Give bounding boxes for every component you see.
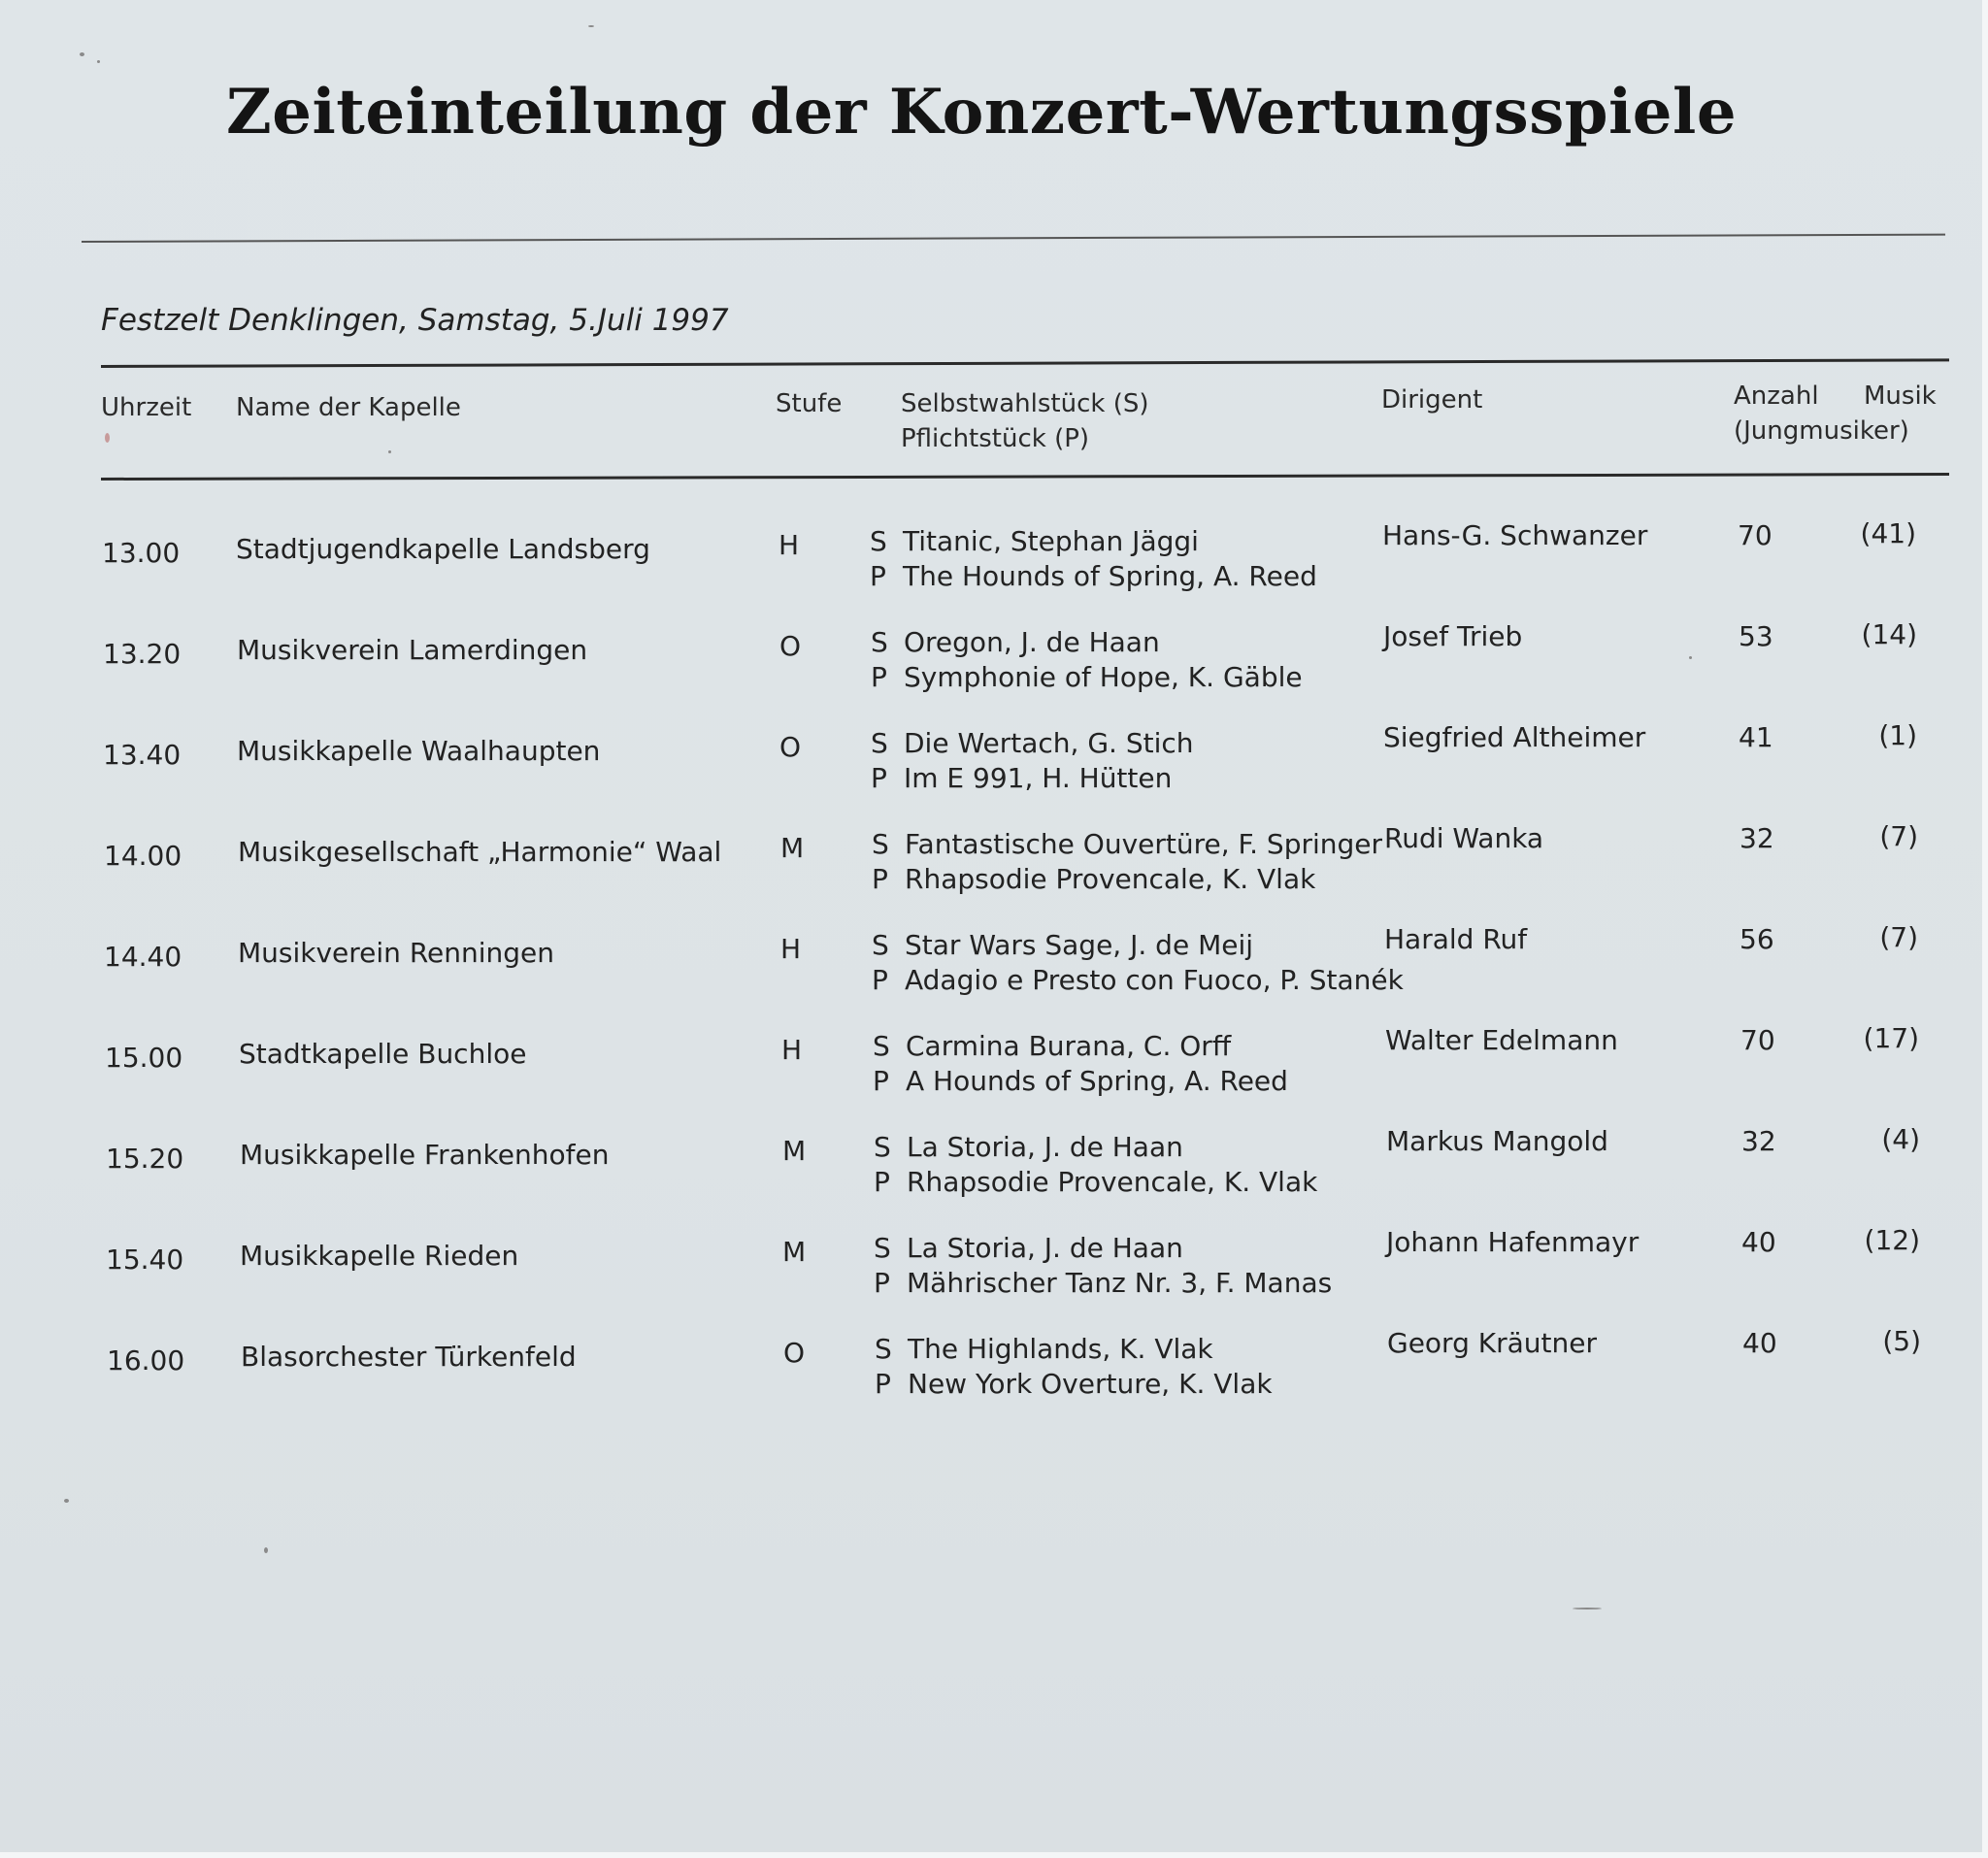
table-row	[0, 1322, 1988, 1423]
row-band-name: Musikgesellschaft „Harmonie“ Waal	[238, 836, 722, 868]
row-piece-mandatory	[872, 963, 1404, 998]
row-piece-selfchosen	[870, 524, 1317, 559]
row-level: O	[779, 630, 802, 662]
table-row	[0, 817, 1988, 918]
scan-speck	[388, 450, 391, 453]
piece-title-s: Carmina Burana, C. Orff	[906, 1030, 1232, 1062]
piece-tag-p: P	[873, 1065, 889, 1097]
piece-title-s: La Storia, J. de Haan	[907, 1232, 1183, 1264]
row-conductor: Rudi Wanka	[1384, 822, 1544, 854]
piece-title-s: Titanic, Stephan Jäggi	[903, 525, 1199, 557]
row-piece-mandatory	[874, 1165, 1317, 1200]
document-title: Zeiteinteilung der Konzert-Wertungsspiele	[226, 76, 1738, 149]
row-youth-cell	[1827, 817, 1918, 856]
row-band-name: Musikverein Lamerdingen	[237, 634, 588, 666]
event-subtitle: Festzelt Denklingen, Samstag, 5.Juli 1997	[101, 303, 729, 338]
row-youth-count: (4)	[1881, 1123, 1920, 1155]
header-pieces-line1: Selbstwahlstück (S)	[901, 389, 1149, 418]
header-level: Stufe	[776, 389, 843, 418]
header-musik: Musik	[1864, 382, 1937, 411]
scan-speck	[80, 52, 84, 56]
scan-speck	[105, 433, 110, 443]
row-musician-count: 56	[1740, 923, 1774, 955]
row-youth-cell	[1826, 716, 1917, 755]
row-youth-cell	[1828, 1019, 1919, 1058]
row-piece-mandatory	[870, 559, 1317, 594]
row-piece-selfchosen	[874, 1231, 1332, 1266]
row-conductor: Markus Mangold	[1386, 1125, 1608, 1157]
scan-speck	[264, 1547, 268, 1553]
row-level: M	[782, 1135, 807, 1167]
row-piece-selfchosen	[873, 1029, 1288, 1064]
row-piece-selfchosen	[875, 1332, 1273, 1367]
row-time: 15.40	[106, 1244, 184, 1276]
row-musician-count: 40	[1741, 1226, 1776, 1258]
row-time: 13.40	[103, 739, 182, 771]
scan-speck	[1689, 656, 1692, 659]
header-bottom-rule	[101, 473, 1949, 481]
piece-title-s: Die Wertach, G. Stich	[904, 727, 1194, 759]
piece-tag-s: S	[871, 626, 888, 658]
piece-title-p: The Hounds of Spring, A. Reed	[903, 560, 1317, 592]
row-youth-count: (17)	[1863, 1022, 1919, 1054]
row-youth-count: (5)	[1882, 1325, 1921, 1357]
scan-speck	[1573, 1608, 1602, 1609]
piece-tag-p: P	[872, 964, 888, 996]
piece-title-s: Oregon, J. de Haan	[904, 626, 1160, 658]
row-piece-selfchosen	[872, 928, 1404, 963]
row-pieces	[872, 928, 1404, 998]
row-band-name: Blasorchester Türkenfeld	[241, 1341, 577, 1373]
piece-tag-p: P	[874, 1166, 890, 1198]
piece-title-p: Adagio e Presto con Fuoco, P. Stanék	[905, 964, 1404, 996]
row-youth-cell	[1826, 615, 1917, 654]
piece-tag-s: S	[873, 1030, 890, 1062]
header-name: Name der Kapelle	[236, 393, 461, 422]
row-piece-selfchosen	[872, 827, 1382, 862]
header-count-line1: Anzahl	[1734, 382, 1819, 411]
row-pieces	[871, 625, 1303, 695]
scan-speck	[64, 1499, 69, 1503]
row-musician-count: 70	[1740, 1024, 1775, 1056]
row-musician-count: 70	[1738, 519, 1773, 551]
piece-tag-s: S	[872, 929, 889, 961]
row-pieces	[873, 1029, 1288, 1099]
row-pieces	[870, 524, 1317, 594]
row-piece-mandatory	[874, 1266, 1332, 1301]
row-band-name: Musikverein Renningen	[238, 937, 555, 969]
row-level: M	[782, 1236, 807, 1268]
row-band-name: Stadtjugendkapelle Landsberg	[236, 533, 650, 565]
row-youth-cell	[1830, 1322, 1921, 1361]
row-conductor: Harald Ruf	[1384, 923, 1528, 955]
row-level: H	[781, 1034, 803, 1066]
row-piece-mandatory	[871, 660, 1303, 695]
piece-title-p: Mährischer Tanz Nr. 3, F. Manas	[907, 1267, 1333, 1299]
row-youth-count: (7)	[1879, 820, 1918, 852]
row-band-name: Musikkapelle Frankenhofen	[240, 1139, 610, 1171]
row-time: 13.20	[103, 638, 182, 670]
row-piece-selfchosen	[874, 1130, 1317, 1165]
piece-tag-s: S	[871, 727, 888, 759]
piece-tag-s: S	[870, 525, 887, 557]
table-row	[0, 514, 1988, 615]
row-youth-cell	[1829, 1120, 1920, 1159]
piece-tag-s: S	[874, 1131, 891, 1163]
piece-tag-p: P	[870, 560, 886, 592]
row-level: O	[779, 731, 802, 763]
piece-tag-s: S	[872, 828, 889, 860]
row-musician-count: 32	[1741, 1125, 1776, 1157]
row-level: H	[779, 529, 800, 561]
row-time: 16.00	[107, 1344, 185, 1377]
row-piece-mandatory	[872, 862, 1382, 897]
header-count-line2: (Jungmusiker)	[1734, 416, 1909, 446]
piece-tag-s: S	[875, 1333, 892, 1365]
row-time: 14.00	[104, 840, 182, 872]
piece-tag-p: P	[872, 863, 888, 895]
header-time: Uhrzeit	[101, 393, 192, 422]
piece-title-p: Im E 991, H. Hütten	[904, 762, 1173, 794]
row-conductor: Walter Edelmann	[1385, 1024, 1618, 1056]
scan-speck	[97, 60, 100, 63]
row-youth-cell	[1829, 1221, 1920, 1260]
row-conductor: Georg Kräutner	[1387, 1327, 1597, 1359]
row-piece-selfchosen	[871, 726, 1194, 761]
row-pieces	[874, 1130, 1317, 1200]
row-pieces	[874, 1231, 1332, 1301]
row-time: 15.00	[105, 1042, 183, 1074]
row-youth-cell	[1825, 514, 1916, 553]
row-musician-count: 32	[1740, 822, 1774, 854]
piece-tag-s: S	[874, 1232, 891, 1264]
row-youth-count: (14)	[1861, 618, 1917, 650]
row-conductor: Hans-G. Schwanzer	[1382, 519, 1648, 551]
row-conductor: Josef Trieb	[1383, 620, 1523, 652]
piece-title-p: New York Overture, K. Vlak	[908, 1368, 1273, 1400]
table-row	[0, 615, 1988, 716]
title-divider	[82, 234, 1945, 243]
header-conductor: Dirigent	[1381, 385, 1483, 415]
piece-tag-p: P	[871, 661, 887, 693]
piece-tag-p: P	[874, 1267, 890, 1299]
table-row	[0, 1221, 1988, 1322]
row-musician-count: 53	[1739, 620, 1773, 652]
piece-title-p: Symphonie of Hope, K. Gäble	[904, 661, 1303, 693]
row-time: 15.20	[106, 1143, 184, 1175]
piece-tag-p: P	[871, 762, 887, 794]
row-pieces	[872, 827, 1382, 897]
row-piece-mandatory	[875, 1367, 1273, 1402]
row-pieces	[871, 726, 1194, 796]
row-musician-count: 41	[1739, 721, 1773, 753]
piece-tag-p: P	[875, 1368, 891, 1400]
row-band-name: Musikkapelle Waalhaupten	[237, 735, 601, 767]
row-band-name: Stadtkapelle Buchloe	[239, 1038, 527, 1070]
row-youth-count: (12)	[1864, 1224, 1920, 1256]
piece-title-s: The Highlands, K. Vlak	[908, 1333, 1213, 1365]
row-youth-count: (7)	[1879, 921, 1918, 953]
row-pieces	[875, 1332, 1273, 1402]
row-time: 13.00	[102, 537, 181, 569]
row-youth-cell	[1827, 918, 1918, 957]
row-level: O	[783, 1337, 806, 1369]
piece-title-p: Rhapsodie Provencale, K. Vlak	[907, 1166, 1318, 1198]
row-youth-count: (41)	[1860, 517, 1916, 549]
row-piece-selfchosen	[871, 625, 1303, 660]
row-piece-mandatory	[873, 1064, 1288, 1099]
row-time: 14.40	[104, 941, 182, 973]
header-top-rule	[101, 358, 1949, 368]
table-row	[0, 1120, 1988, 1221]
scan-speck	[588, 25, 594, 27]
row-level: M	[780, 832, 805, 864]
table-row	[0, 716, 1988, 817]
table-row	[0, 1019, 1988, 1120]
row-musician-count: 40	[1742, 1327, 1777, 1359]
row-band-name: Musikkapelle Rieden	[240, 1240, 519, 1272]
piece-title-p: A Hounds of Spring, A. Reed	[906, 1065, 1288, 1097]
piece-title-p: Rhapsodie Provencale, K. Vlak	[905, 863, 1316, 895]
page-edge-bottom	[0, 1852, 1988, 1858]
row-conductor: Siegfried Altheimer	[1383, 721, 1646, 753]
page-edge-right	[1982, 0, 1988, 1858]
piece-title-s: Star Wars Sage, J. de Meij	[905, 929, 1254, 961]
header-pieces-line2: Pflichtstück (P)	[901, 424, 1090, 453]
row-piece-mandatory	[871, 761, 1194, 796]
piece-title-s: Fantastische Ouvertüre, F. Springer	[905, 828, 1383, 860]
piece-title-s: La Storia, J. de Haan	[907, 1131, 1183, 1163]
row-level: H	[780, 933, 802, 965]
row-conductor: Johann Hafenmayr	[1386, 1226, 1640, 1258]
table-row	[0, 918, 1988, 1019]
row-youth-count: (1)	[1878, 719, 1917, 751]
